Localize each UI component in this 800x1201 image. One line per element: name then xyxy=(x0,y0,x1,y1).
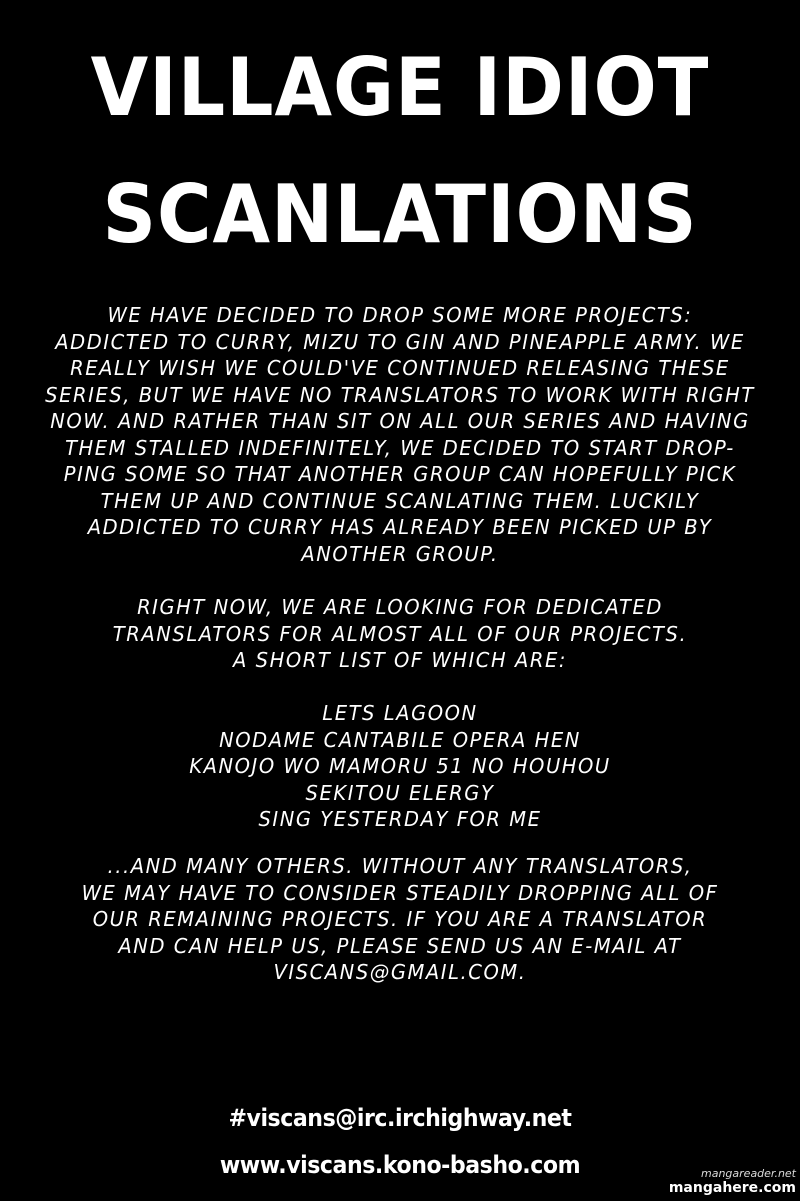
text-line: A SHORT LIST OF WHICH ARE: xyxy=(233,648,567,672)
announcement-paragraph-contact xyxy=(0,853,800,986)
text-line: WE HAVE DECIDED TO DROP SOME MORE PROJECTS: xyxy=(107,303,693,327)
project-list-item: SEKITOU ELERGY xyxy=(305,780,495,805)
announcement-paragraph-dropped-projects xyxy=(0,302,800,567)
website-address: www.viscans.kono-basho.com xyxy=(219,1151,581,1179)
text-line: WE MAY HAVE TO CONSIDER STEADILY DROPPING ALL OF xyxy=(81,880,719,905)
announcement-paragraph-translators-wanted xyxy=(0,594,800,674)
text-line: PING SOME SO THAT ANOTHER GROUP CAN HOPEFULLY PICK xyxy=(63,462,737,486)
project-list-item: SING YESTERDAY FOR ME xyxy=(258,807,542,831)
text-line: OUR REMAINING PROJECTS. IF YOU ARE A TRANSLATOR xyxy=(92,907,708,931)
project-list-item: NODAME CANTABILE OPERA HEN xyxy=(219,727,581,752)
text-line: REALLY WISH WE COULD'VE CONTINUED RELEASING THESE xyxy=(70,356,730,380)
text-line: ADDICTED TO CURRY, MIZU TO GIN AND PINEAPPLE ARMY. WE xyxy=(55,329,745,354)
text-line: ANOTHER GROUP. xyxy=(301,541,499,566)
text-line: THEM STALLED INDEFINITELY, WE DECIDED TO START DROP- xyxy=(65,435,735,460)
project-list xyxy=(0,700,800,833)
text-line: TRANSLATORS FOR ALMOST ALL OF OUR PROJECTS. xyxy=(112,621,688,646)
project-list-item: KANOJO WO MAMORU 51 NO HOUHOU xyxy=(189,754,611,778)
text-line: ...AND MANY OTHERS. WITHOUT ANY TRANSLATORS, xyxy=(107,854,693,878)
text-line: ADDICTED TO CURRY HAS ALREADY BEEN PICKED UP BY xyxy=(87,515,713,539)
watermark-mangahere: mangahere.com xyxy=(668,1180,796,1196)
text-line: AND CAN HELP US, PLEASE SEND US AN E-MAIL AT xyxy=(118,933,682,958)
project-list-item: LETS LAGOON xyxy=(322,701,478,725)
group-name-title-line-2: SCANLATIONS xyxy=(102,168,698,261)
text-line: NOW. AND RATHER THAN SIT ON ALL OUR SERIES AND HAVING xyxy=(50,409,750,433)
text-line: VISCANS@GMAIL.COM. xyxy=(273,960,527,984)
watermark-mangareader: mangareader.net xyxy=(701,1167,796,1180)
group-name-title-line-1: VILLAGE IDIOT xyxy=(90,41,710,134)
text-line: SERIES, BUT WE HAVE NO TRANSLATORS TO WORK WITH RIGHT xyxy=(45,382,755,407)
irc-channel-address: #viscans@irc.irchighway.net xyxy=(228,1104,572,1132)
text-line: THEM UP AND CONTINUE SCANLATING THEM. LUCKILY xyxy=(100,488,700,513)
text-line: RIGHT NOW, WE ARE LOOKING FOR DEDICATED xyxy=(137,595,663,619)
